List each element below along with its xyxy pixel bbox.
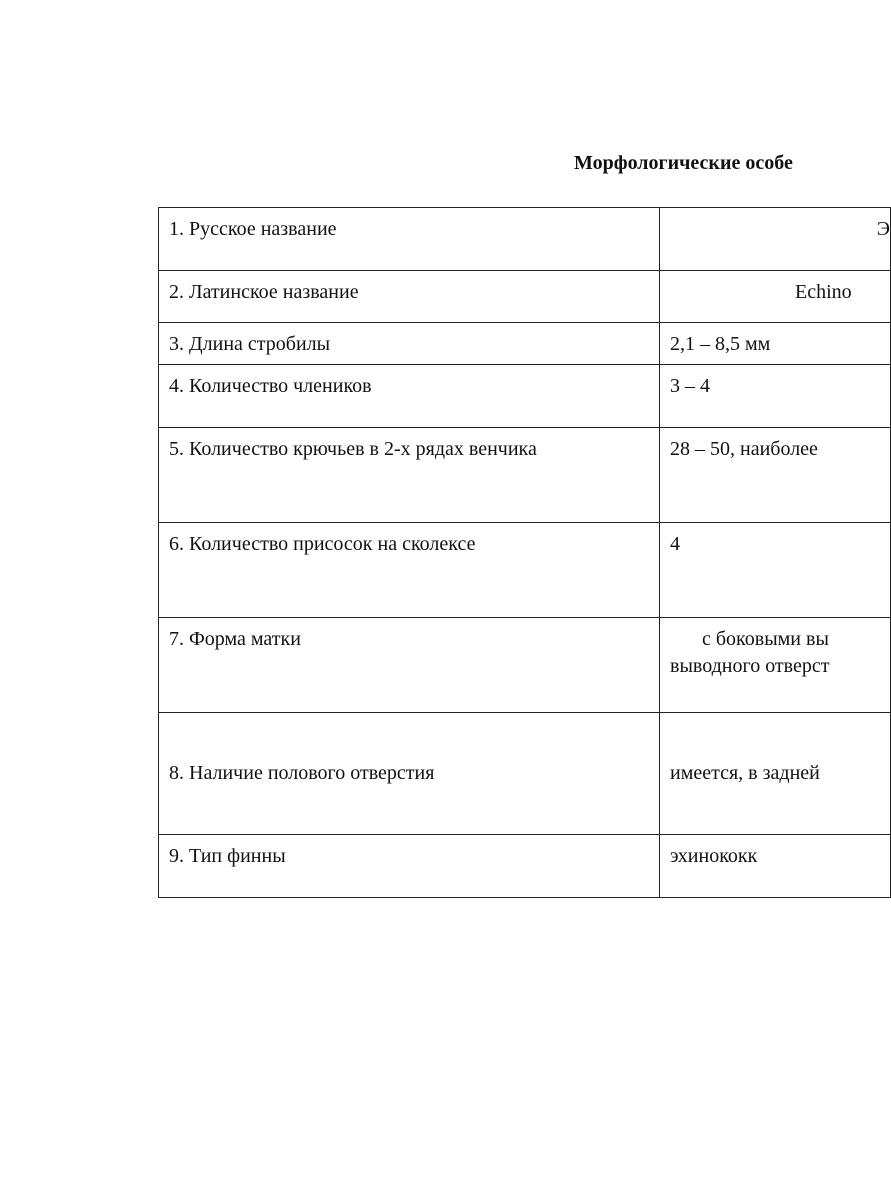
row-value: 4 — [660, 523, 891, 618]
row-label: 3. Длина стробилы — [159, 323, 660, 365]
table-row — [159, 713, 891, 835]
row-label: 2. Латинское название — [159, 271, 660, 323]
table-row — [159, 365, 891, 428]
row-value-line1: с боковыми вы — [702, 628, 829, 650]
row-value: эхинококк — [660, 835, 891, 898]
row-value-line2: выводного отверст — [670, 655, 830, 677]
row-value: Э — [660, 208, 891, 271]
table-row — [159, 271, 891, 323]
row-label: 5. Количество крючьев в 2-х рядах венчика — [159, 428, 660, 523]
row-label: 6. Количество присосок на сколексе — [159, 523, 660, 618]
table-row — [159, 618, 891, 713]
morphology-table — [158, 207, 890, 898]
table-row — [159, 428, 891, 523]
row-value: 2,1 – 8,5 мм — [660, 323, 891, 365]
table-row — [159, 523, 891, 618]
row-value: Echino — [660, 271, 891, 323]
row-value: 3 – 4 — [660, 365, 891, 428]
row-label: 1. Русское название — [159, 208, 660, 271]
table-row — [159, 323, 891, 365]
row-label: 7. Форма матки — [159, 618, 660, 713]
page-title: Морфологические особе — [574, 152, 793, 174]
row-value — [660, 618, 891, 713]
row-value: 28 – 50, наиболее — [660, 428, 891, 523]
row-value: имеется, в задней — [660, 713, 891, 835]
table-row — [159, 208, 891, 271]
row-label: 9. Тип финны — [159, 835, 660, 898]
row-label: 4. Количество члеников — [159, 365, 660, 428]
table-row — [159, 835, 891, 898]
row-label: 8. Наличие полового отверстия — [159, 713, 660, 835]
